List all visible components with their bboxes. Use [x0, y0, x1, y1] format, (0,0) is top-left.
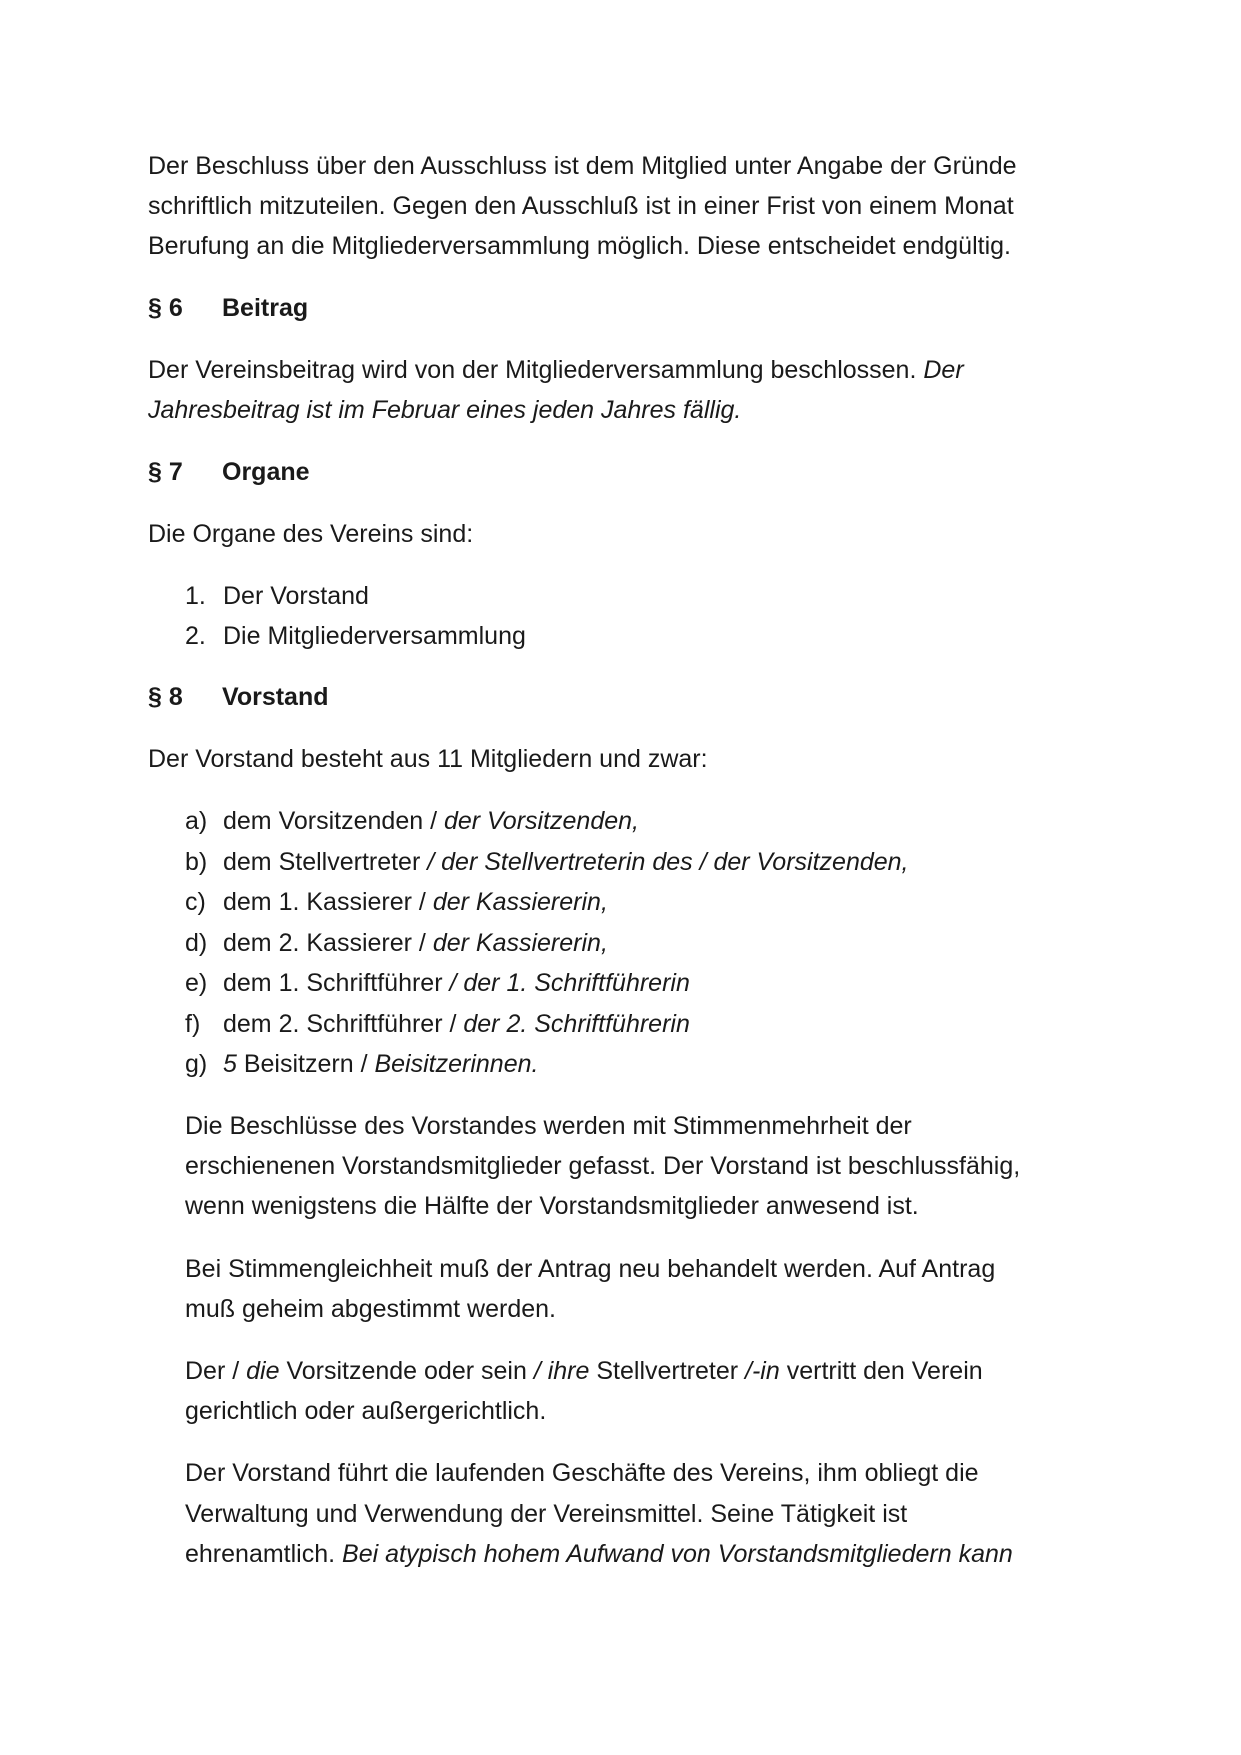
list-item-text: dem 2. Kassierer /	[223, 929, 433, 957]
list-item-italic: 5	[223, 1050, 237, 1078]
list-item	[185, 847, 909, 877]
list-marker: 2.	[185, 622, 206, 650]
section-intro: Der Vorstand besteht aus 11 Mitgliedern und zwar:	[148, 745, 708, 773]
paragraph-line: Berufung an die Mitgliederversammlung möglich. Diese entscheidet endgültig.	[148, 232, 1011, 260]
list-item-text: dem Stellvertreter	[223, 848, 428, 876]
section-title: Vorstand	[222, 683, 329, 711]
list-item-italic: der Kassiererin,	[432, 929, 608, 957]
text-run: ehrenamtlich.	[185, 1540, 343, 1568]
list-item-italic: der 2. Schriftführerin	[463, 1010, 690, 1038]
list-item	[185, 621, 526, 651]
italic-text-run: die	[246, 1357, 280, 1385]
list-marker: g)	[185, 1050, 208, 1078]
italic-text-run: /-in	[745, 1357, 780, 1385]
paragraph-line: Der Beschluss über den Ausschluss ist dem Mitglied unter Angabe der Gründe	[148, 152, 1017, 180]
list-marker: a)	[185, 807, 208, 835]
section-heading-7	[148, 457, 310, 487]
list-item-italic: der Kassiererin,	[432, 888, 608, 916]
text-run: Der /	[185, 1357, 247, 1385]
list-item-italic: / der Stellvertreterin des / der Vorsitzenden,	[427, 848, 909, 876]
italic-text-run: Der	[923, 356, 964, 384]
list-item-text: Der Vorstand	[223, 582, 369, 610]
list-marker: d)	[185, 929, 208, 957]
list-marker: e)	[185, 969, 208, 997]
list-item-text: dem Vorsitzenden /	[223, 807, 444, 835]
list-item-text: dem 1. Kassierer /	[223, 888, 433, 916]
section-number: § 8	[148, 683, 183, 711]
section-title: Organe	[222, 458, 310, 486]
section-intro: Die Organe des Vereins sind:	[148, 520, 474, 548]
section-heading-8	[148, 682, 329, 712]
list-item	[185, 581, 369, 611]
list-marker: c)	[185, 888, 206, 916]
list-item-text: dem 1. Schriftführer	[223, 969, 450, 997]
list-item	[185, 1049, 538, 1079]
text-run: Vorsitzende oder sein	[279, 1357, 534, 1385]
paragraph-line: erschienenen Vorstandsmitglieder gefasst. Der Vorstand ist beschlussfähig,	[185, 1152, 1021, 1180]
list-item-italic: / der 1. Schriftführerin	[449, 969, 690, 997]
list-item	[185, 806, 639, 836]
section-number: § 6	[148, 294, 183, 322]
text-run: Stellvertreter	[589, 1357, 746, 1385]
paragraph-line: muß geheim abgestimmt werden.	[185, 1295, 556, 1323]
paragraph-line: schriftlich mitzuteilen. Gegen den Ausschluß ist in einer Frist von einem Monat	[148, 192, 1014, 220]
paragraph-line: Verwaltung und Verwendung der Vereinsmittel. Seine Tätigkeit ist	[185, 1500, 908, 1528]
paragraph-line: Bei Stimmengleichheit muß der Antrag neu behandelt werden. Auf Antrag	[185, 1255, 996, 1283]
paragraph-line: Die Beschlüsse des Vorstandes werden mit Stimmenmehrheit der	[185, 1112, 912, 1140]
italic-text-run: / ihre	[533, 1357, 590, 1385]
list-item-text: Beisitzern /	[236, 1050, 375, 1078]
list-marker: 1.	[185, 582, 206, 610]
paragraph-line: wenn wenigstens die Hälfte der Vorstandsmitglieder anwesend ist.	[185, 1192, 919, 1220]
paragraph-line	[185, 1539, 1013, 1569]
list-marker: b)	[185, 848, 208, 876]
paragraph-line: gerichtlich oder außergerichtlich.	[185, 1397, 547, 1425]
text-run: Der Vereinsbeitrag wird von der Mitgliederversammlung beschlossen.	[148, 356, 924, 384]
list-item	[185, 1009, 690, 1039]
italic-text-run: Jahresbeitrag ist im Februar eines jeden Jahres fällig.	[148, 396, 742, 424]
paragraph-line: Der Vorstand führt die laufenden Geschäfte des Vereins, ihm obliegt die	[185, 1459, 979, 1487]
list-item	[185, 968, 690, 998]
paragraph-line	[185, 1356, 983, 1386]
list-item	[185, 928, 608, 958]
list-item-text: dem 2. Schriftführer /	[223, 1010, 464, 1038]
list-item	[185, 887, 608, 917]
section-title: Beitrag	[222, 294, 309, 322]
list-marker: f)	[185, 1010, 201, 1038]
text-run: vertritt den Verein	[779, 1357, 983, 1385]
section-heading-6	[148, 293, 308, 323]
list-item-italic: Beisitzerinnen.	[374, 1050, 539, 1078]
paragraph-line	[148, 395, 741, 425]
paragraph-line	[148, 355, 964, 385]
italic-text-run: Bei atypisch hohem Aufwand von Vorstandsmitgliedern kann	[342, 1540, 1013, 1568]
section-number: § 7	[148, 458, 183, 486]
list-item-italic: der Vorsitzenden,	[443, 807, 639, 835]
list-item-text: Die Mitgliederversammlung	[223, 622, 526, 650]
